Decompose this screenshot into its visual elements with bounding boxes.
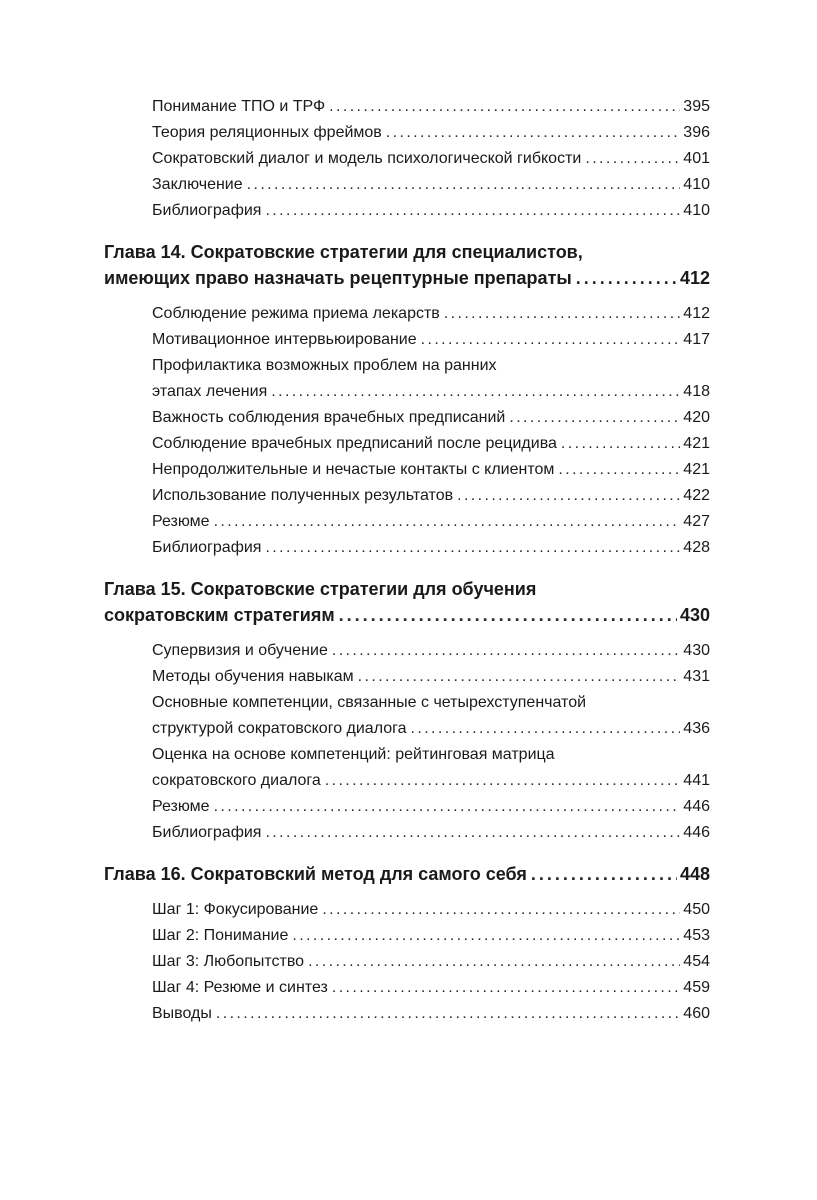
toc-line [104, 602, 710, 628]
page-number: 460 [683, 1005, 710, 1022]
toc-entry [104, 1001, 710, 1027]
toc-entry [104, 794, 710, 820]
page-number: 454 [683, 953, 710, 970]
toc-entry [104, 638, 710, 664]
page-number: 412 [679, 268, 710, 288]
toc-line [104, 949, 710, 975]
toc-line [104, 301, 710, 327]
entry-title: Соблюдение режима приема лекарств [152, 305, 440, 322]
page-number: 410 [683, 176, 710, 193]
dot-leader [271, 379, 680, 405]
dot-leader [386, 120, 681, 146]
dot-leader [411, 716, 681, 742]
page-number: 418 [683, 383, 710, 400]
page-number: 436 [683, 720, 710, 737]
toc-line [104, 94, 710, 120]
page-number: 412 [683, 305, 710, 322]
page-number: 421 [683, 435, 710, 452]
dot-leader [444, 301, 681, 327]
dot-leader [509, 405, 680, 431]
dot-leader [457, 483, 680, 509]
chapter-title: Глава 16. Сократовский метод для самого себя [104, 864, 527, 884]
entry-title: Шаг 4: Резюме и синтез [152, 979, 328, 996]
toc-entry [104, 457, 710, 483]
entry-title: Библиография [152, 539, 262, 556]
dot-leader [332, 638, 680, 664]
dot-leader [332, 975, 680, 1001]
toc-line [104, 146, 710, 172]
entry-title: Заключение [152, 176, 243, 193]
toc-entry [104, 405, 710, 431]
entry-title: Теория реляционных фреймов [152, 124, 382, 141]
toc-entry [104, 742, 710, 794]
toc-entry [104, 923, 710, 949]
toc-line [104, 638, 710, 664]
page-number: 422 [683, 487, 710, 504]
toc-entry [104, 94, 710, 120]
dot-leader [214, 509, 681, 535]
toc-entry [104, 146, 710, 172]
entry-title: Резюме [152, 513, 210, 530]
dot-leader [358, 664, 681, 690]
entry-title: Профилактика возможных проблем на ранних [152, 357, 497, 374]
dot-leader [214, 794, 681, 820]
toc-line [104, 535, 710, 561]
page-number: 401 [683, 150, 710, 167]
dot-leader [216, 1001, 680, 1027]
page-number: 427 [683, 513, 710, 530]
toc-line [104, 431, 710, 457]
chapter-title: Глава 15. Сократовские стратегии для обучения [104, 579, 537, 599]
entry-title: Супервизия и обучение [152, 642, 328, 659]
toc-entry [104, 897, 710, 923]
toc-line [104, 975, 710, 1001]
page-number: 446 [683, 824, 710, 841]
page-number: 396 [683, 124, 710, 141]
page-number: 421 [683, 461, 710, 478]
entry-title: Использование полученных результатов [152, 487, 454, 504]
page-number: 453 [683, 927, 710, 944]
page-number: 431 [683, 668, 710, 685]
toc-entry [104, 120, 710, 146]
toc-line [104, 239, 710, 265]
toc-line [104, 483, 710, 509]
entry-title: Оценка на основе компетенций: рейтинговая матрица [152, 746, 555, 763]
toc-line [104, 379, 710, 405]
toc-line [104, 353, 710, 379]
chapter-title: имеющих право назначать рецептурные препараты [104, 268, 572, 288]
dot-leader [265, 535, 680, 561]
entry-title: Методы обучения навыкам [152, 668, 354, 685]
entry-title: Резюме [152, 798, 210, 815]
page-number: 420 [683, 409, 710, 426]
toc-line [104, 509, 710, 535]
toc-line [104, 120, 710, 146]
dot-leader [558, 457, 680, 483]
page-number: 450 [683, 901, 710, 918]
dot-leader [585, 146, 680, 172]
entry-title: Выводы [152, 1005, 212, 1022]
toc-line [104, 742, 710, 768]
toc-entry [104, 535, 710, 561]
page-number: 410 [683, 202, 710, 219]
toc-line [104, 265, 710, 291]
dot-leader [576, 265, 677, 291]
toc-line [104, 405, 710, 431]
toc-entry [104, 690, 710, 742]
toc-chapter [104, 576, 710, 628]
toc-entry [104, 301, 710, 327]
toc-entry [104, 509, 710, 535]
toc-chapter [104, 239, 710, 291]
toc-line [104, 172, 710, 198]
page-number: 417 [683, 331, 710, 348]
dot-leader [265, 198, 680, 224]
toc-entry [104, 431, 710, 457]
chapter-title: сократовским стратегиям [104, 605, 335, 625]
dot-leader [322, 897, 680, 923]
dot-leader [339, 602, 677, 628]
entry-title: Сократовский диалог и модель психологической гибкости [152, 150, 582, 167]
dot-leader [531, 861, 677, 887]
toc-line [104, 198, 710, 224]
entry-title: Основные компетенции, связанные с четырехступенчатой [152, 694, 587, 711]
toc-entry [104, 198, 710, 224]
entry-title: структурой сократовского диалога [152, 720, 407, 737]
page-number: 430 [683, 642, 710, 659]
entry-title: Шаг 2: Понимание [152, 927, 289, 944]
entry-title: Библиография [152, 202, 262, 219]
page-number: 395 [683, 98, 710, 115]
toc-line [104, 690, 710, 716]
toc-line [104, 457, 710, 483]
page-number: 441 [683, 772, 710, 789]
toc-line [104, 861, 710, 887]
entry-title: Понимание ТПО и ТРФ [152, 98, 326, 115]
toc-line [104, 1001, 710, 1027]
entry-title: Шаг 3: Любопытство [152, 953, 305, 970]
toc-line [104, 820, 710, 846]
entry-title: Соблюдение врачебных предписаний после рецидива [152, 435, 557, 452]
page-number: 448 [679, 864, 710, 884]
page-number: 430 [679, 605, 710, 625]
toc-entry [104, 975, 710, 1001]
toc-entry [104, 353, 710, 405]
entry-title: Важность соблюдения врачебных предписаний [152, 409, 506, 426]
entry-title: Непродолжительные и нечастые контакты с клиентом [152, 461, 555, 478]
table-of-contents [104, 94, 710, 1027]
dot-leader [308, 949, 680, 975]
toc-entry [104, 483, 710, 509]
page-number: 459 [683, 979, 710, 996]
toc-line [104, 716, 710, 742]
toc-entry [104, 172, 710, 198]
dot-leader [292, 923, 680, 949]
dot-leader [329, 94, 680, 120]
entry-title: Мотивационное интервьюирование [152, 331, 417, 348]
toc-line [104, 897, 710, 923]
toc-entry [104, 327, 710, 353]
toc-line [104, 576, 710, 602]
toc-line [104, 327, 710, 353]
entry-title: Шаг 1: Фокусирование [152, 901, 319, 918]
toc-entry [104, 949, 710, 975]
page-number: 446 [683, 798, 710, 815]
dot-leader [421, 327, 681, 353]
entry-title: Библиография [152, 824, 262, 841]
entry-title: этапах лечения [152, 383, 268, 400]
chapter-title: Глава 14. Сократовские стратегии для специалистов, [104, 242, 583, 262]
dot-leader [265, 820, 680, 846]
toc-entry [104, 820, 710, 846]
toc-line [104, 664, 710, 690]
toc-line [104, 794, 710, 820]
toc-chapter [104, 861, 710, 887]
toc-entry [104, 664, 710, 690]
page-number: 428 [683, 539, 710, 556]
toc-line [104, 923, 710, 949]
dot-leader [325, 768, 681, 794]
toc-line [104, 768, 710, 794]
dot-leader [247, 172, 681, 198]
entry-title: сократовского диалога [152, 772, 321, 789]
dot-leader [561, 431, 680, 457]
